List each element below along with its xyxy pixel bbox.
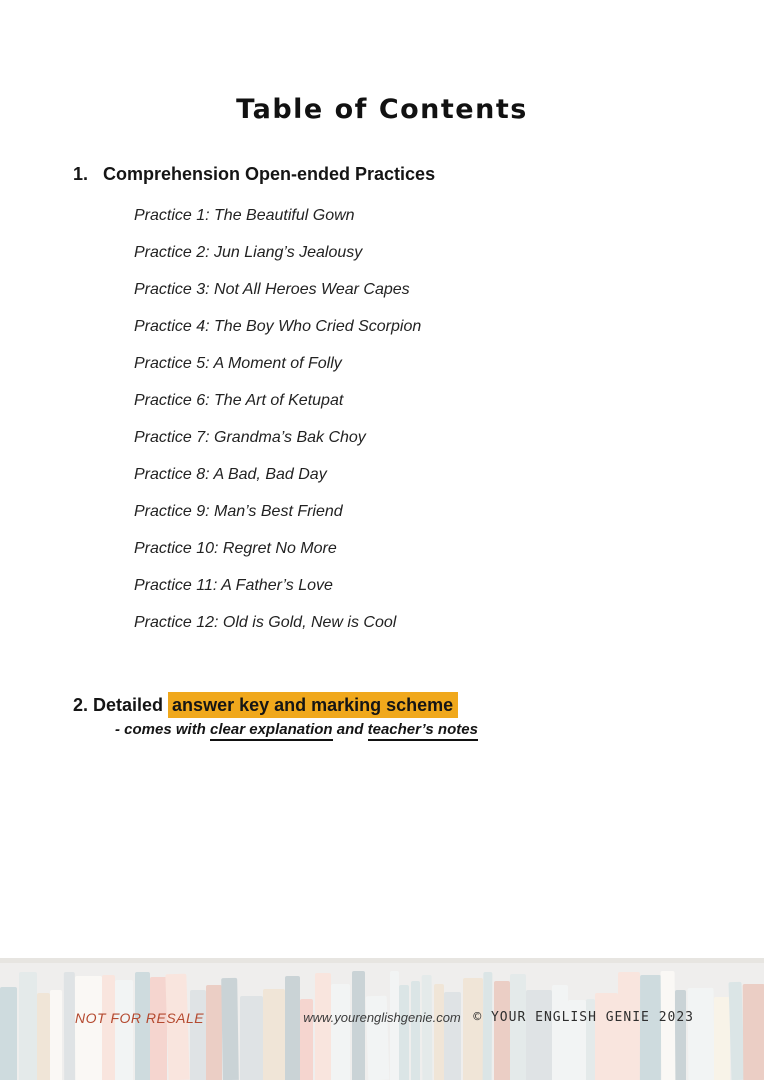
practice-item-6: Practice 6: The Art of Ketupat xyxy=(134,391,344,409)
section-2-subline xyxy=(115,720,478,740)
section-2-heading xyxy=(73,693,458,717)
practice-item-5: Practice 5: A Moment of Folly xyxy=(134,354,342,372)
footer-bookshelf-banner xyxy=(0,958,764,1080)
practice-item-1: Practice 1: The Beautiful Gown xyxy=(134,206,355,224)
copyright-notice: © YOUR ENGLISH GENIE 2023 xyxy=(473,1010,694,1025)
section-1-heading xyxy=(73,164,435,185)
practice-item-9: Practice 9: Man’s Best Friend xyxy=(134,502,343,520)
practice-item-11: Practice 11: A Father’s Love xyxy=(134,576,333,594)
practice-item-8: Practice 8: A Bad, Bad Day xyxy=(134,465,327,483)
practice-item-7: Practice 7: Grandma’s Bak Choy xyxy=(134,428,366,446)
subline-prefix: - comes with xyxy=(115,721,211,738)
practice-item-3: Practice 3: Not All Heroes Wear Capes xyxy=(134,280,410,298)
section-1-title: Comprehension Open-ended Practices xyxy=(103,164,436,184)
subline-underlined-teachers-notes: teacher’s notes xyxy=(368,721,478,741)
section-1-number: 1. xyxy=(73,164,89,184)
subline-conjunction: and xyxy=(332,721,368,738)
highlighted-text: answer key and marking scheme xyxy=(168,692,458,718)
practice-item-12: Practice 12: Old is Gold, New is Cool xyxy=(134,613,397,631)
practice-item-4: Practice 4: The Boy Who Cried Scorpion xyxy=(134,317,422,335)
website-url: www.yourenglishgenie.com xyxy=(303,1010,461,1025)
not-for-resale-label: NOT FOR RESALE xyxy=(75,1010,205,1026)
section-2-prefix: 2. Detailed xyxy=(73,695,169,715)
practice-item-10: Practice 10: Regret No More xyxy=(134,539,337,557)
practice-item-2: Practice 2: Jun Liang’s Jealousy xyxy=(134,243,363,261)
subline-underlined-clear-explanation: clear explanation xyxy=(210,721,333,741)
practice-list xyxy=(134,197,421,641)
page-title: Table of Contents xyxy=(236,94,528,126)
